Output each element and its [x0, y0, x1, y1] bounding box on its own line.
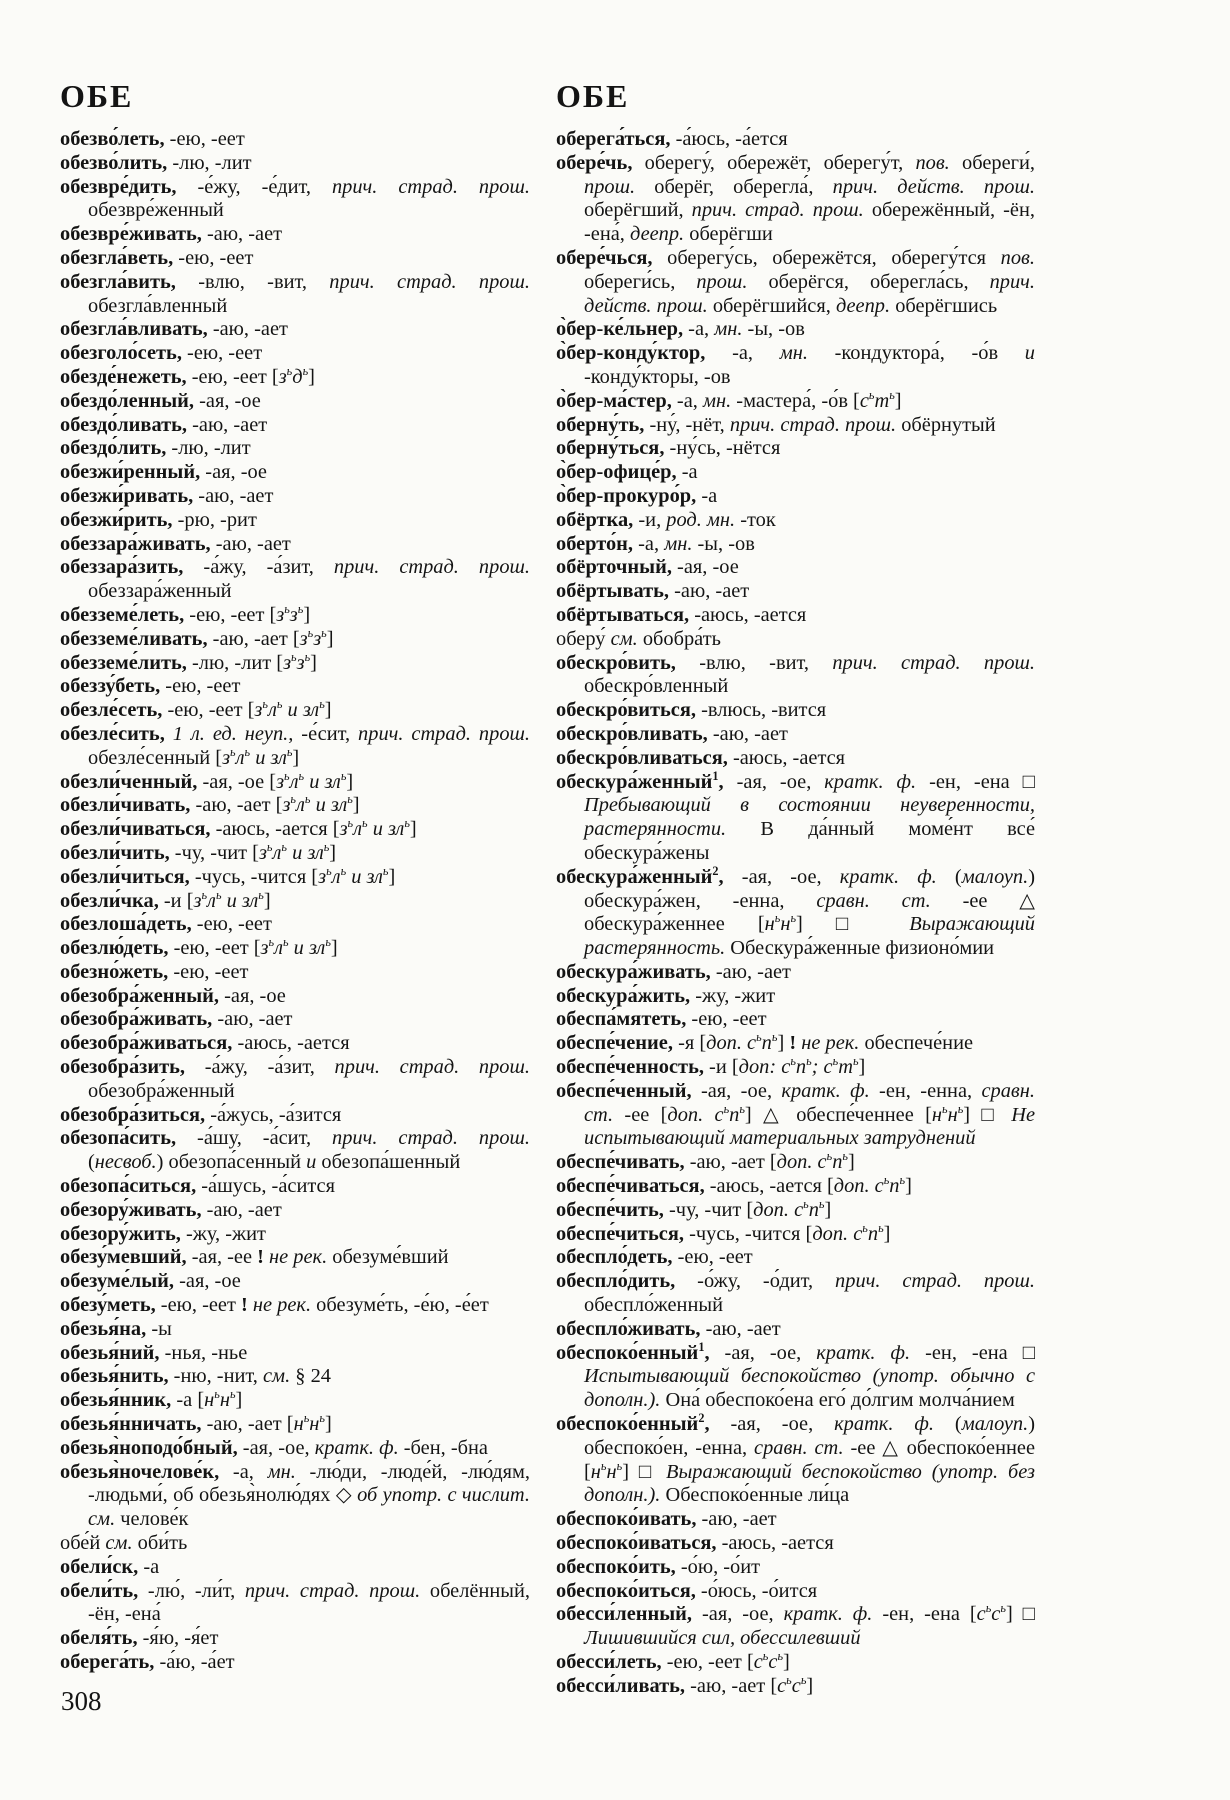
running-head-left: ОБЕ [60, 78, 134, 114]
dictionary-entry: обеспе́ченность, -и [доп: $с^ьп^ь$; $с^ьт^ь$] [556, 1054, 866, 1079]
dictionary-entry: обескура́женный$^2$, -ая, -ое, кратк. ф. (малоуп.) обескура́жен, -енна, сравн. ст. -ее △ обескура́женнее $[н^ьн^ь]$ □ Выражающий растерянность. Обескура́женные физионо́мии [556, 863, 1035, 960]
dictionary-entry: о̀бер-ке́льнер, -а, мн. -ы, -ов [556, 318, 805, 341]
dictionary-entry: обезья́нить, -ню, -нит, см. § 24 [60, 1365, 331, 1388]
dictionary-entry: обеспло́деть, -ею, -еет [556, 1246, 753, 1269]
dictionary-entry: обезобра́живать, -аю, -ает [60, 1008, 293, 1031]
dictionary-entry: обезжи́рить, -рю, -рит [60, 508, 257, 531]
dictionary-entry: обескро́вливаться, -аюсь, -ается [556, 746, 846, 769]
dictionary-entry: обезгла́вливать, -аю, -ает [60, 318, 288, 341]
dictionary-entry: обескро́вливать, -аю, -ает [556, 722, 788, 745]
dictionary-entry: обёртываться, -аюсь, -ается [556, 603, 807, 626]
dictionary-entry: обеспе́ченный, -ая, -ое, кратк. ф. -ен, -енна, сравн. ст. -ее [доп. $с^ьп^ь$] △ обеспе́ченнее $[н^ьн^ь]$ □ Не испытывающий материальных затруднений [556, 1079, 1035, 1150]
dictionary-entry: обезли́ченный, -ая, -ое [$з^ьл^ь$ и $зл^ь$] [60, 768, 354, 793]
dictionary-entry: обезли́чивать, -аю, -ает [$з^ьл^ь$ и $зл^ь$] [60, 792, 360, 817]
dictionary-entry: о̀бер-офице́р, -а [556, 461, 698, 484]
dictionary-entry: обеспоко́енный$^1$, -ая, -ое, кратк. ф. -ен, -ена □ Испытывающий беспокойство (употр. обычно с дополн.). Она́ обеспоко́ена его́ до́лгим молча́нием [556, 1339, 1036, 1412]
dictionary-entry: о̀бер-ма́стер, -а, мн. -мастера́, -о́в $[с^ьт^ь]$ [556, 387, 902, 412]
dictionary-entry: обе́й см. оби́ть [60, 1532, 188, 1555]
dictionary-entry: обезземе́леть, -ею, -еет $[з^ьз^ь]$ [60, 602, 311, 626]
dictionary-entry: обездо́ливать, -аю, -ает [60, 413, 268, 436]
dictionary-entry: обезжи́ренный, -ая, -ое [60, 461, 267, 484]
dictionary-entry: обезжи́ривать, -аю, -ает [60, 484, 274, 507]
dictionary-entry: обезли́чиваться, -аюсь, -ается [$з^ьл^ь$ и $зл^ь$] [60, 816, 417, 841]
dictionary-entry: оберну́ться, -ну́сь, -нётся [556, 437, 781, 460]
dictionary-entry: обезору́жить, -жу, -жит [60, 1222, 266, 1245]
dictionary-entry: обезья̀ночелове́к, -а, мн. -лю́ди, -люде́й, -лю́дям, -людьми́, об обезья̀нолю́дях ◇ об употр. с числит. см. челове́к [60, 1460, 530, 1531]
dictionary-entry: обеспло́живать, -аю, -ает [556, 1317, 781, 1340]
dictionary-entry: обеззу́беть, -ею, -еет [60, 675, 241, 698]
dictionary-entry: обескро́виться, -влюсь, -вится [556, 699, 827, 722]
dictionary-entry: обезли́читься, -чусь, -чится [$з^ьл^ь$ и $зл^ь$] [60, 863, 396, 888]
dictionary-entry: обёртка, -и, род. мн. -ток [556, 508, 776, 531]
dictionary-entry: обескура́женный$^1$, -ая, -ое, кратк. ф. -ен, -ена □ Пребывающий в состоянии неуверенности, растерянности. В да́нный моме́нт все́ обескура́жены [556, 768, 1035, 864]
dictionary-entry: обезле́сить, 1 л. ед. неуп., -е́сит, прич. страд. прош. обезле́сенный [$з^ьл^ь$ и $зл^ь$] [60, 722, 531, 769]
dictionary-entry: оберто́н, -а, мн. -ы, -ов [556, 532, 755, 555]
dictionary-entry: обезно́жеть, -ею, -еет [60, 960, 249, 983]
dictionary-entry: обезья́нник, -а $[н^ьн^ь]$ [60, 1387, 243, 1412]
dictionary-entry: обезья́нничать, -аю, -ает $[н^ьн^ь]$ [60, 1411, 332, 1436]
dictionary-entry: обере́чься, оберегу́сь, обережётся, оберегу́тся пов. обереги́сь, прош. оберёгся, оберегла́сь, прич. действ. прош. оберёгшийся, деепр. оберёгшись [556, 246, 1035, 317]
dictionary-entry: обезлю́деть, -ею, -еет [$з^ьл^ь$ и $зл^ь$] [60, 935, 338, 960]
dictionary-entry: обезгла́вить, -влю, -вит, прич. страд. прош. обезгла́вленный [60, 270, 530, 317]
dictionary-entry: оберега́ться, -а́юсь, -а́ется [556, 128, 788, 150]
dictionary-entry: обезгла́веть, -ею, -еет [60, 246, 254, 269]
dictionary-entry: обезво́лить, -лю, -лит [60, 151, 252, 174]
dictionary-entry: обёртывать, -аю, -ает [556, 580, 750, 603]
dictionary-entry: обеспе́чивать, -аю, -ает [доп. $с^ьп^ь$] [556, 1149, 855, 1174]
dictionary-entry: обеспа́мятеть, -ею, -еет [556, 1008, 767, 1031]
dictionary-entry: обезобра́живаться, -аюсь, -ается [60, 1032, 350, 1055]
dictionary-entry: обезле́сеть, -ею, -еет [$з^ьл^ь$ и $зл^ь$] [60, 697, 332, 722]
dictionary-entry: обезопа́ситься, -а́шусь, -а́сится [60, 1175, 335, 1198]
dictionary-entry: обезземе́ливать, -аю, -ает $[з^ьз^ь]$ [60, 625, 334, 650]
page-number: 308 [61, 1686, 102, 1716]
dictionary-entry: обеззара́зить, -а́жу, -а́зит, прич. страд. прош. обеззара́женный [60, 556, 530, 603]
dictionary-entry: обезу́меть, -ею, -еет ! не рек. обезуме́ть, -е́ю, -е́ет [60, 1294, 489, 1317]
dictionary-entry: обеззара́живать, -аю, -ает [60, 532, 291, 555]
dictionary-entry: обезвре́дить, -е́жу, -е́дит, прич. страд. прош. обезвре́женный [60, 175, 530, 222]
dictionary-entry: обели́ть, -лю́, -ли́т, прич. страд. прош. обелённый, -ён, -ена́ [60, 1579, 530, 1626]
dictionary-entry: обескро́вить, -влю, -вит, прич. страд. прош. обескро́вленный [556, 651, 1035, 698]
dictionary-entry: обезопа́сить, -а́шу, -а́сит, прич. страд. прош. (несвоб.) обезопа́сенный и обезопа́шенный [60, 1127, 530, 1174]
dictionary-entry: обере́чь, оберегу́, обережёт, оберегу́т, пов. обереги́, прош. оберёг, оберегла́, прич. действ. прош. оберёгший, прич. страд. прош. обережённый, -ён, -ена́, деепр. оберёгши [556, 151, 1035, 246]
dictionary-entry: обесси́ленный, -ая, -ое, кратк. ф. -ен, -ена $[с^ьс^ь]$ □ Лишившийся сил, обессилевший [556, 1601, 1035, 1650]
running-head-right: ОБЕ [556, 78, 630, 114]
left-column-entries [60, 128, 530, 1675]
dictionary-entry: обесси́ливать, -аю, -ает $[с^ьс^ь]$ [556, 1673, 814, 1697]
dictionary-entry: обеспе́чиваться, -аюсь, -ается [доп. $с^ьп^ь$] [556, 1173, 912, 1198]
dictionary-entry: обезобра́зиться, -а́жусь, -а́зится [60, 1103, 342, 1126]
dictionary-entry: обезобра́зить, -а́жу, -а́зит, прич. страд. прош. обезобра́женный [60, 1056, 530, 1102]
dictionary-entry: обеспоко́ивать, -аю, -ает [556, 1508, 777, 1531]
dictionary-entry: обезуме́лый, -ая, -ое [60, 1270, 241, 1293]
dictionary-entry: обёрточный, -ая, -ое [556, 556, 739, 579]
dictionary-entry: обели́ск, -а [60, 1555, 160, 1578]
dictionary-entry: оберега́ть, -а́ю, -а́ет [60, 1651, 235, 1673]
dictionary-entry: обеспоко́ить, -о́ю, -о́ит [556, 1555, 761, 1578]
dictionary-entry: обеспло́дить, -о́жу, -о́дит, прич. страд. прош. обеспло́женный [556, 1270, 1035, 1317]
dictionary-entry: обезли́чка, -и [$з^ьл^ь$ и $зл^ь$] [60, 887, 271, 912]
dictionary-entry: обезво́леть, -ею, -еет [60, 128, 245, 150]
right-column-entries [556, 128, 1035, 1699]
dictionary-entry: о̀бер-конду́ктор, -а, мн. -кондуктора́, -о́в и -конду́кторы, -ов [556, 342, 1035, 388]
dictionary-entry: обезлоша́деть, -ею, -еет [60, 913, 272, 936]
dictionary-entry: обескура́жить, -жу, -жит [556, 984, 776, 1007]
dictionary-entry: обеспоко́иваться, -аюсь, -ается [556, 1532, 834, 1555]
dictionary-entry: обезу́мевший, -ая, -ее ! не рек. обезуме́вший [60, 1246, 449, 1269]
dictionary-entry: о̀бер-прокуро́р, -а [556, 484, 718, 507]
dictionary-entry: обезья̀ноподо́бный, -ая, -ое, кратк. ф. -бен, -бна [60, 1436, 488, 1459]
dictionary-entry: обездо́лить, -лю, -лит [60, 437, 251, 460]
dictionary-entry: обезвре́живать, -аю, -ает [60, 223, 283, 246]
dictionary-entry: обеспе́чить, -чу, -чит [доп. $с^ьп^ь$] [556, 1197, 832, 1221]
dictionary-entry: обеспоко́иться, -о́юсь, -о́ится [556, 1579, 818, 1602]
dictionary-entry: обезли́чить, -чу, -чит [$з^ьл^ь$ и $зл^ь$] [60, 840, 337, 864]
dictionary-entry: обескура́живать, -аю, -ает [556, 960, 791, 983]
dictionary-entry: оберну́ть, -ну́, -нёт, прич. страд. прош. обёрнутый [556, 413, 996, 436]
dictionary-entry: обезде́нежеть, -ею, -еет $[з^ьд^ь]$ [60, 364, 315, 388]
dictionary-entry: обеспоко́енный$^2$, -ая, -ое, кратк. ф. (малоуп.) обеспоко́ен, -енна, сравн. ст. -ее △ обеспоко́еннее $[н^ьн^ь]$ □ Выражающий беспокойство (употр. без дополн.). Обеспоко́енные ли́ца [556, 1411, 1036, 1507]
dictionary-entry: обеспе́чение, -я [доп. $с^ьп^ь$] ! не рек. обеспече́ние [556, 1030, 974, 1055]
dictionary-entry: обезья́на, -ы [60, 1317, 172, 1340]
dictionary-entry: обезобра́женный, -ая, -ое [60, 984, 286, 1007]
dictionary-entry: обезья́ний, -нья, -нье [60, 1341, 248, 1364]
dictionary-entry: обеспе́читься, -чусь, -чится [доп. $с^ьп^ь$] [556, 1220, 891, 1245]
dictionary-entry: обезголо́сеть, -ею, -еет [60, 342, 263, 365]
dictionary-entry: обездо́ленный, -ая, -ое [60, 389, 261, 412]
dictionary-entry: обезземе́лить, -лю, -лит $[з^ьз^ь]$ [60, 649, 317, 674]
dictionary-entry: обесси́леть, -ею, -еет $[с^ьс^ь]$ [556, 1649, 790, 1673]
dictionary-entry: оберу́ см. обобра́ть [556, 627, 721, 650]
dictionary-entry: обеля́ть, -я́ю, -я́ет [60, 1627, 219, 1650]
dictionary-entry: обезору́живать, -аю, -ает [60, 1198, 282, 1221]
